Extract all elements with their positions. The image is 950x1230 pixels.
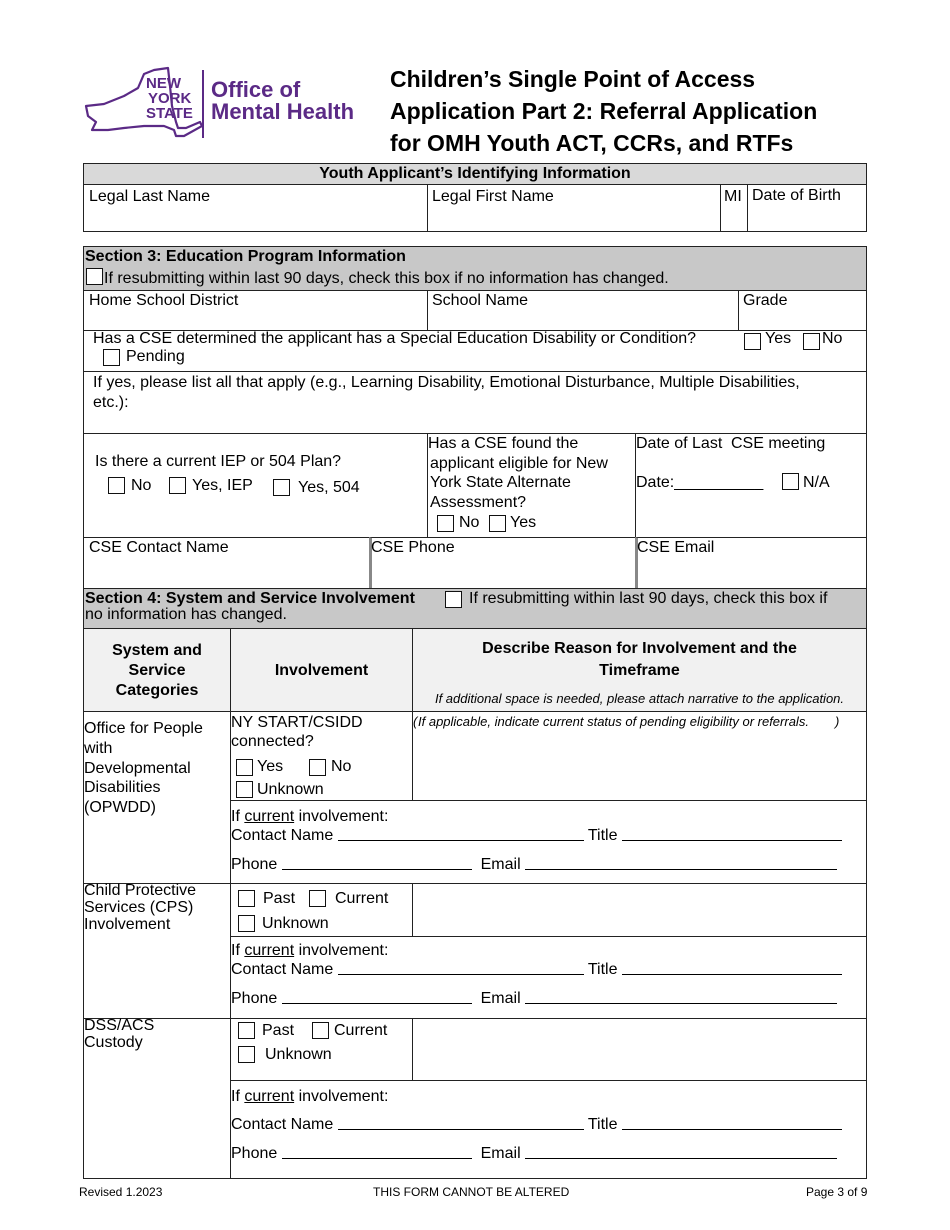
opwdd-note-open: ( [413,714,418,729]
opwdd-no-label: No [331,758,352,775]
footer-notice: THIS FORM CANNOT BE ALTERED [373,1185,570,1199]
logo-state: STATE [146,105,193,122]
logo-york: YORK [148,90,192,107]
col-categories-1: System and [112,642,202,659]
cps-reason-field[interactable] [412,883,867,937]
disability-list-label-1: If yes, please list all that apply (e.g., Learning Disability, Emotional Disturbance, Multiple Disabilities, [93,374,800,391]
dss-reason-field[interactable] [412,1018,867,1081]
grade-label: Grade [743,292,788,309]
date-of-last-label: Date of Last [636,435,723,452]
opwdd-question-1: NY START/CSIDD [231,714,363,731]
cse-meeting-na-label: N/A [803,474,830,491]
cse-disability-no-checkbox[interactable] [803,333,820,350]
opwdd-note: If applicable, indicate current status of pending eligibility or referrals. [418,714,809,729]
cse-disability-pending-label: Pending [126,348,185,365]
section3-heading: Section 3: Education Program Information [85,248,406,265]
col-categories-2: Service [128,662,186,679]
logo-mental-health: Mental Health [211,99,355,124]
opwdd-current-involvement: If current involvement: [231,808,389,825]
alt-assessment-yes-checkbox[interactable] [489,515,506,532]
opwdd-question-2: connected? [231,733,314,750]
cse-contact-name-label: CSE Contact Name [89,539,229,556]
opwdd-label-4: Disabilities [84,779,161,796]
cps-current-checkbox[interactable] [309,890,326,907]
dss-current-label: Current [334,1022,388,1039]
iep-yes-iep-checkbox[interactable] [169,477,186,494]
alt-assessment-no-checkbox[interactable] [437,515,454,532]
section4-heading: Section 4: System and Service Involvement [85,590,415,607]
opwdd-label-5: (OPWDD) [84,799,156,816]
opwdd-label-2: with [84,740,113,757]
cps-current-label: Current [335,890,389,907]
dss-past-label: Past [262,1022,295,1039]
opwdd-no-checkbox[interactable] [309,759,326,776]
cse-meeting-na-checkbox[interactable] [782,473,799,490]
section4-resubmit-label-1: If resubmitting within last 90 days, check this box if [469,590,828,607]
date-of-birth-label: Date of Birth [752,187,841,204]
cse-meeting-label: CSE meeting [731,435,826,452]
dss-unknown-checkbox[interactable] [238,1046,255,1063]
cse-email-label: CSE Email [637,539,715,556]
col-involvement: Involvement [274,662,369,679]
cse-disability-question: Has a CSE determined the applicant has a Special Education Disability or Condition? [93,330,697,347]
page-title-line2: Application Part 2: Referral Application [390,98,818,124]
dss-contact-name-field[interactable]: Contact Name Title [231,1115,842,1134]
logo-divider [202,70,204,138]
opwdd-yes-label: Yes [257,758,284,775]
dss-current-checkbox[interactable] [312,1022,329,1039]
iep-question: Is there a current IEP or 504 Plan? [95,453,342,470]
col-reason-note: If additional space is needed, please attach narrative to the application. [434,691,845,706]
home-school-district-label: Home School District [89,292,239,309]
section3-resubmit-label: If resubmitting within last 90 days, check this box if no information has changed. [104,270,669,287]
opwdd-unknown-checkbox[interactable] [236,781,253,798]
section4-resubmit-checkbox[interactable] [445,591,462,608]
legal-first-name-label: Legal First Name [432,188,554,205]
cse-disability-yes-checkbox[interactable] [744,333,761,350]
alt-assessment-q3: York State Alternate [430,474,571,491]
logo-new: NEW [146,75,181,92]
cps-contact-name-field[interactable]: Contact Name Title [231,960,842,979]
cps-label-3: Involvement [84,916,171,933]
dss-unknown-label: Unknown [265,1046,332,1063]
cse-phone-label: CSE Phone [371,539,455,556]
iep-yes-504-label: Yes, 504 [298,479,360,496]
dss-current-involvement: If current involvement: [231,1088,389,1105]
alt-assessment-q1: Has a CSE found the [428,435,579,452]
school-name-label: School Name [432,292,529,309]
opwdd-yes-checkbox[interactable] [236,759,253,776]
iep-no-label: No [131,477,152,494]
cse-disability-pending-checkbox[interactable] [103,349,120,366]
legal-last-name-label: Legal Last Name [89,188,210,205]
iep-no-checkbox[interactable] [108,477,125,494]
opwdd-label-3: Developmental [84,760,191,777]
disability-list-label-2: etc.): [93,394,129,411]
cps-label-2: Services (CPS) [84,899,194,916]
dss-phone-email-field[interactable]: Phone Email [231,1144,837,1163]
footer-page: Page 3 of 9 [806,1185,868,1199]
cps-label-1: Child Protective [84,882,197,899]
opwdd-contact-name-field[interactable]: Contact Name Title [231,826,842,845]
alt-assessment-q2: applicant eligible for New [430,455,608,472]
dss-label-1: DSS/ACS [84,1017,155,1034]
cps-past-checkbox[interactable] [238,890,255,907]
cse-meeting-date-field[interactable]: Date:__________ [636,474,764,491]
col-reason-2: Timeframe [599,662,680,679]
section4-resubmit-label-2: no information has changed. [85,606,287,623]
cse-disability-yes-label: Yes [765,330,792,347]
iep-yes-504-checkbox[interactable] [273,479,290,496]
logo-office-of: Office of [211,77,301,102]
cps-phone-email-field[interactable]: Phone Email [231,989,837,1008]
opwdd-phone-email-field[interactable]: Phone Email [231,855,837,874]
opwdd-unknown-label: Unknown [257,781,324,798]
alt-assessment-no-label: No [459,514,480,531]
section3-resubmit-checkbox[interactable] [86,268,103,285]
col-categories-3: Categories [115,682,199,699]
alt-assessment-yes-label: Yes [510,514,537,531]
col-reason-1: Describe Reason for Involvement and the [482,640,797,657]
identifying-heading: Youth Applicant’s Identifying Information [319,165,631,182]
page-title-line1: Children’s Single Point of Access [390,66,756,92]
opwdd-note-close: ) [835,714,840,729]
alt-assessment-q4: Assessment? [430,494,527,511]
cps-past-label: Past [263,890,296,907]
nys-omh-logo [84,66,364,142]
page-title-line3: for OMH Youth ACT, CCRs, and RTFs [390,130,794,156]
cps-current-involvement: If current involvement: [231,942,389,959]
dss-past-checkbox[interactable] [238,1022,255,1039]
cse-disability-no-label: No [822,330,843,347]
footer-revised: Revised 1.2023 [79,1185,163,1199]
dss-label-2: Custody [84,1034,143,1051]
opwdd-label-1: Office for People [84,720,203,737]
mi-label: MI [724,188,742,205]
cps-unknown-label: Unknown [262,915,329,932]
iep-yes-iep-label: Yes, IEP [192,477,253,494]
cps-unknown-checkbox[interactable] [238,915,255,932]
